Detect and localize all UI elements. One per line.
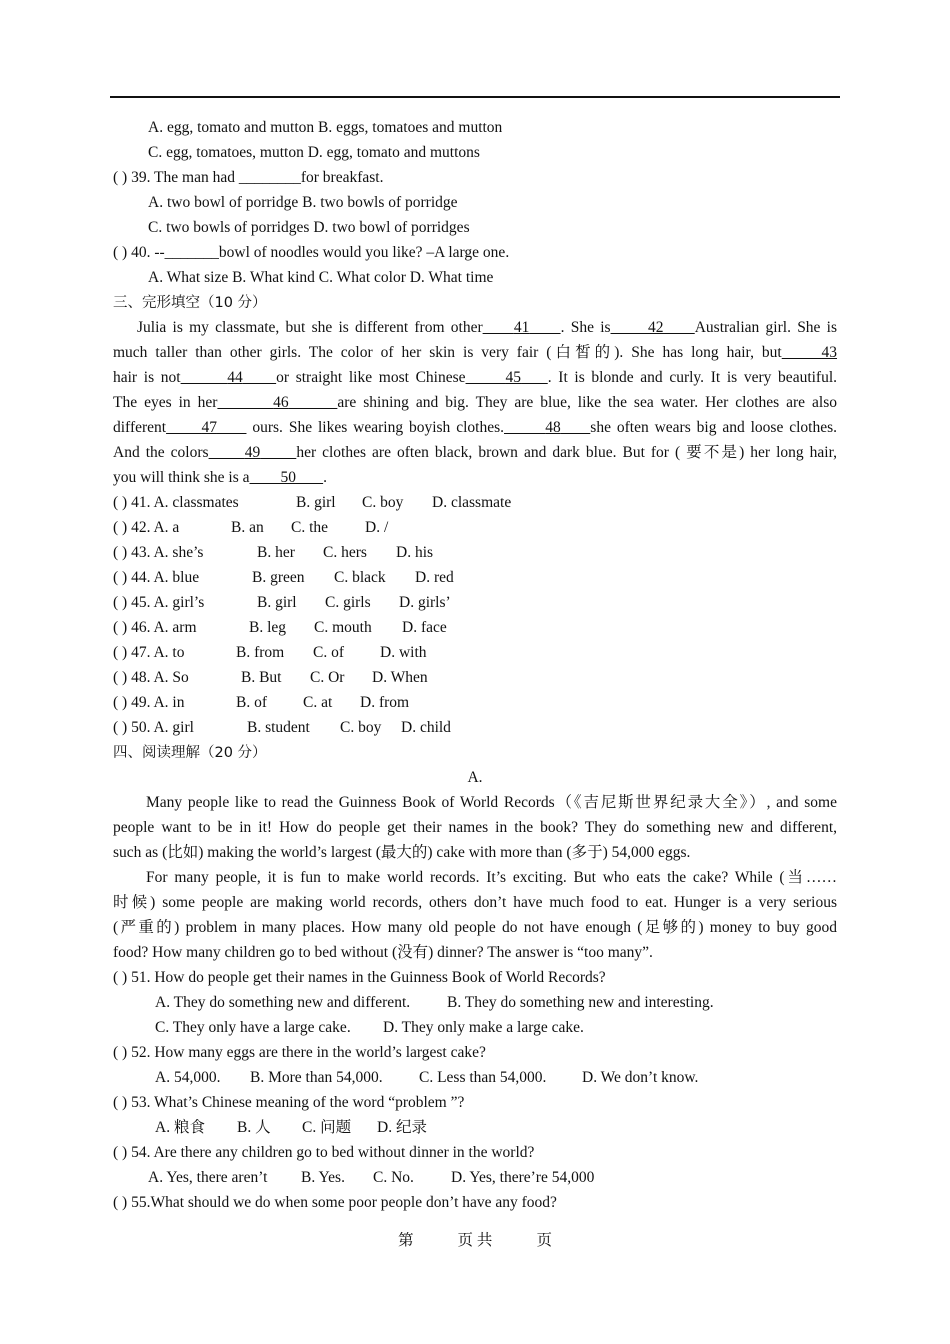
section-3-heading: 三、完形填空（10 分） xyxy=(113,295,267,311)
cloze-line: And the colors 49 her clothes are often black, brown and dark blue. But for ( 要不是) her long hair, xyxy=(113,444,838,461)
page-footer xyxy=(0,1228,950,1250)
question-51: ( ) 51. How do people get their names in the Guinness Book of World Records? xyxy=(113,969,606,986)
passage-line: people want to be in it! How do people get their names in the book? They do something new and different, xyxy=(113,819,837,836)
section-4-heading: 四、阅读理解（20 分） xyxy=(113,745,267,761)
cloze-line: different 47 ours. She likes wearing boyish clothes. 48 she often wears big and loose clothes. xyxy=(113,419,838,436)
cloze-option-row: ( ) 49. A. in B. of C. at D. from xyxy=(113,694,410,711)
q52-options: A. 54,000. B. More than 54,000. C. Less than 54,000. D. We don’t know. xyxy=(155,1069,699,1086)
passage-line: For many people, it is fun to make world records. It’s exciting. But who eats the cake? While (当…… xyxy=(146,869,837,886)
cloze-option-row: ( ) 46. A. arm B. leg C. mouth D. face xyxy=(113,619,447,636)
cloze-line: much taller than other girls. The color of her skin is very fair (白皙的). She has long hair, but 43 xyxy=(113,344,838,361)
passage-line: (严重的) problem in many places. How many old people do not have enough (足够的) money to buy good xyxy=(113,919,837,936)
question-40: ( ) 40. --_______bowl of noodles would you like? –A large one. xyxy=(113,244,510,261)
footer-ye: 页 xyxy=(536,1232,552,1249)
cloze-line: The eyes in her 46 are shining and big. They are blue, like the sea water. Her clothes are also xyxy=(113,394,837,411)
cloze-line: you will think she is a 50 . xyxy=(113,469,327,486)
cloze-option-row: ( ) 42. A. a B. an C. the D. / xyxy=(113,519,389,536)
q38-options-line1: A. egg, tomato and mutton B. eggs, tomatoes and mutton xyxy=(148,119,503,136)
passage-line: such as (比如) making the world’s largest (最大的) cake with more than (多于) 54,000 eggs. xyxy=(113,844,691,861)
q39-options-line1: A. two bowl of porridge B. two bowls of porridge xyxy=(148,194,458,211)
cloze-option-row: ( ) 47. A. to B. from C. of D. with xyxy=(113,644,427,661)
question-55: ( ) 55.What should we do when some poor people don’t have any food? xyxy=(113,1194,557,1211)
cloze-option-row: ( ) 43. A. she’s B. her C. hers D. his xyxy=(113,544,434,561)
cloze-option-row: ( ) 48. A. So B. But C. Or D. When xyxy=(113,669,428,686)
question-52: ( ) 52. How many eggs are there in the world’s largest cake? xyxy=(113,1044,486,1061)
cloze-option-row: ( ) 44. A. blue B. green C. black D. red xyxy=(113,569,454,586)
footer-di: 第 xyxy=(398,1232,414,1249)
cloze-line: Julia is my classmate, but she is different from other 41 . She is 42 Australian girl. She is xyxy=(137,319,838,336)
q51-options-line2: C. They only have a large cake. D. They only make a large cake. xyxy=(155,1019,584,1036)
footer-page-total: 页 共 xyxy=(457,1232,493,1249)
passage-line: 时候) some people are making world records, others don’t have much food to eat. Hunger is a very serious xyxy=(113,894,837,911)
question-39: ( ) 39. The man had ________for breakfast. xyxy=(113,169,384,186)
q51-options-line1: A. They do something new and different. B. They do something new and interesting. xyxy=(155,994,714,1011)
question-54: ( ) 54. Are there any children go to bed without dinner in the world? xyxy=(113,1144,535,1161)
q38-options-line2: C. egg, tomatoes, mutton D. egg, tomato and muttons xyxy=(148,144,480,161)
passage-line: Many people like to read the Guinness Book of World Records（《吉尼斯世界纪录大全》）, and some xyxy=(146,794,837,811)
cloze-option-row: ( ) 45. A. girl’s B. girl C. girls D. girls’ xyxy=(113,594,451,611)
question-53: ( ) 53. What’s Chinese meaning of the word “problem ”? xyxy=(113,1094,465,1111)
passage-label: A. xyxy=(467,769,483,786)
q39-options-line2: C. two bowls of porridges D. two bowl of porridges xyxy=(148,219,470,236)
q40-options: A. What size B. What kind C. What color D. What time xyxy=(148,269,494,286)
header-rule xyxy=(110,96,840,98)
q54-options: A. Yes, there aren’t B. Yes. C. No. D. Yes, there’re 54,000 xyxy=(148,1169,595,1186)
passage-line: food? How many children go to bed without (没有) dinner? The answer is “too many”. xyxy=(113,944,653,961)
cloze-line: hair is not 44 or straight like most Chinese 45 . It is blonde and curly. It is very beautiful. xyxy=(113,369,838,386)
cloze-option-row: ( ) 50. A. girl B. student C. boy D. child xyxy=(113,719,451,736)
cloze-option-row: ( ) 41. A. classmates B. girl C. boy D. classmate xyxy=(113,494,512,511)
q53-options: A. 粮食 B. 人 C. 问题 D. 纪录 xyxy=(155,1119,427,1136)
